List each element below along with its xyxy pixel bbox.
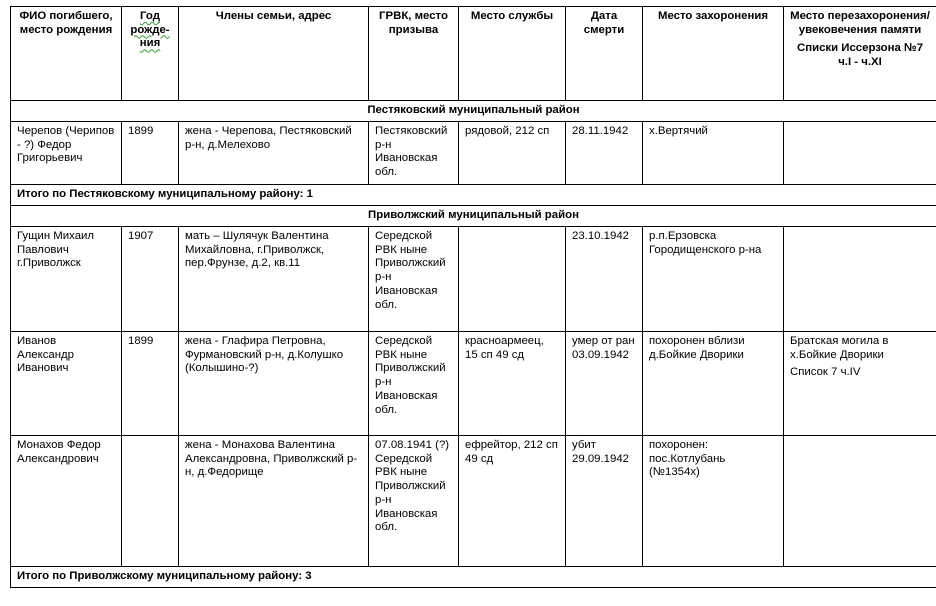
cell-year: 1907 [122,227,179,332]
header-grvk: ГРВК, место призыва [369,7,459,101]
cell-year [122,436,179,567]
table-row [11,122,936,185]
cell-burial: р.п.Ерзовска Городищенского р-на [643,227,784,332]
cell-family: мать – Шулячук Валентина Михайловна, г.Приволжск, пер.Фрунзе, д.2, кв.11 [179,227,369,332]
cell-death-date: убит 29.09.1942 [566,436,643,567]
region-total: Итого по Приволжскому муниципальному району: 3 [11,567,936,588]
cell-family: жена - Глафира Петровна, Фурмановский р-н, д.Колушко (Колышино-?) [179,332,369,436]
table-header-row [11,7,936,101]
cell-reburial [784,332,936,436]
header-death-date: Дата смерти [566,7,643,101]
reburial-place: Братская могила в х.Бойкие Дворики [790,335,889,361]
region-row [11,206,936,227]
cell-service [459,227,566,332]
cell-service: красноармеец, 15 сп 49 сд [459,332,566,436]
cell-service: ефрейтор, 212 сп 49 сд [459,436,566,567]
region-total: Итого по Пестяковскому муниципальному району: 1 [11,185,936,206]
cell-reburial [784,227,936,332]
cell-death-date: 28.11.1942 [566,122,643,185]
cell-grvk: 07.08.1941 (?) Середской РВК ныне Приволжский р-н Ивановская обл. [369,436,459,567]
cell-reburial [784,122,936,185]
cell-family: жена - Монахова Валентина Александровна, Приволжский р-н, д.Федорище [179,436,369,567]
header-service: Место службы [459,7,566,101]
total-row [11,567,936,588]
burial-records-table [10,6,936,588]
region-title: Приволжский муниципальный район [11,206,936,227]
cell-burial: х.Вертячий [643,122,784,185]
header-year [122,7,179,101]
cell-reburial [784,436,936,567]
cell-burial: похоронен вблизи д.Бойкие Дворики [643,332,784,436]
cell-grvk: Середской РВК ныне Приволжский р-н Ивановская обл. [369,332,459,436]
header-year-text: Год рожде-ния [130,10,170,50]
total-row [11,185,936,206]
header-reburial-sub: Списки Иссерзона №7 ч.I - ч.XI [796,42,924,69]
cell-year: 1899 [122,332,179,436]
cell-grvk: Пестяковский р-н Ивановская обл. [369,122,459,185]
cell-death-date: 23.10.1942 [566,227,643,332]
header-fio: ФИО погибшего, место рождения [11,7,122,101]
header-burial: Место захоронения [643,7,784,101]
region-title: Пестяковский муниципальный район [11,101,936,122]
cell-fio: Гущин Михаил Павлович г.Приволжск [11,227,122,332]
header-family: Члены семьи, адрес [179,7,369,101]
cell-grvk: Середской РВК ныне Приволжский р-н Ивановская обл. [369,227,459,332]
header-reburial [784,7,936,101]
cell-family: жена - Черепова, Пестяковский р-н, д.Мелехово [179,122,369,185]
cell-fio: Иванов Александр Иванович [11,332,122,436]
cell-burial: похоронен: пос.Котлубань (№1354х) [643,436,784,567]
cell-fio: Монахов Федор Александрович [11,436,122,567]
table-row [11,227,936,332]
cell-service: рядовой, 212 сп [459,122,566,185]
cell-death-date: умер от ран 03.09.1942 [566,332,643,436]
cell-year: 1899 [122,122,179,185]
region-row [11,101,936,122]
table-row [11,436,936,567]
header-reburial-main: Место перезахоронения/ увековечения памяти [790,10,930,36]
reburial-list-ref: Список 7 ч.IV [790,366,861,379]
table-row [11,332,936,436]
cell-fio: Черепов (Черипов - ?) Федор Григорьевич [11,122,122,185]
